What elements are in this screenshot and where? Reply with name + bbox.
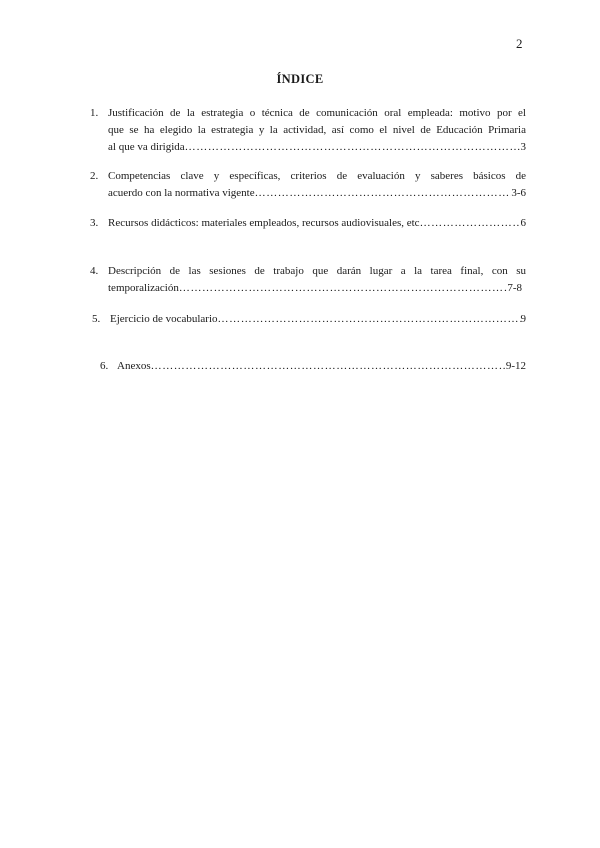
toc-entry-number: 1. (90, 107, 99, 119)
toc-entry-text-line: Anexos (117, 360, 151, 372)
toc-entry-text-line: que se ha elegido la estrategia y la actividad, así como el nivel de Educación Primaria (108, 124, 526, 136)
toc-entry-text-line: Justificación de la estrategia o técnica de comunicación oral empleada: motivo por el (108, 107, 526, 119)
toc-entry-text-line: Ejercicio de vocabulario (110, 313, 218, 325)
toc-entry-text-line: al que va dirigida (108, 141, 185, 153)
toc-entry-1[interactable] (90, 105, 530, 157)
toc-entry-page: 7-8 (507, 282, 522, 294)
toc-entry-5[interactable] (92, 311, 530, 328)
toc-entry-page: 3-6 (511, 187, 526, 199)
toc-entry-number: 4. (90, 265, 99, 277)
toc-entry-text-line: Recursos didácticos: materiales empleados, recursos audiovisuales, etc (108, 217, 420, 229)
toc-entry-number: 5. (92, 313, 101, 325)
index-title: ÍNDICE (276, 72, 324, 86)
toc-entry-page: 6 (520, 217, 526, 229)
toc-entry-page: 9 (520, 313, 526, 325)
dot-leader (185, 139, 521, 156)
dot-leader (179, 280, 507, 297)
dot-leader (218, 311, 521, 328)
toc-entry-6[interactable] (100, 358, 530, 375)
toc-entry-number: 2. (90, 170, 99, 182)
dot-leader (420, 215, 521, 232)
toc-entry-text-line: Competencias clave y específicas, criterios de evaluación y saberes básicos de (108, 170, 526, 182)
toc-entry-text-line: Descripción de las sesiones de trabajo que darán lugar a la tarea final, con su (108, 265, 526, 277)
toc-entry-text-line: acuerdo con la normativa vigente (108, 187, 255, 199)
dot-leader (255, 185, 512, 202)
toc-entry-3[interactable] (90, 215, 530, 232)
page-number: 2 (516, 36, 523, 51)
toc-entry-text-line: temporalización (108, 282, 179, 294)
toc-entry-page: 9-12 (505, 360, 526, 372)
toc-entry-number: 3. (90, 217, 99, 229)
dot-leader (151, 358, 506, 375)
toc-entry-4[interactable] (90, 263, 530, 297)
toc-entry-number: 6. (100, 360, 109, 372)
toc-entry-2[interactable] (90, 168, 530, 202)
toc-entry-page: 3 (520, 141, 526, 153)
